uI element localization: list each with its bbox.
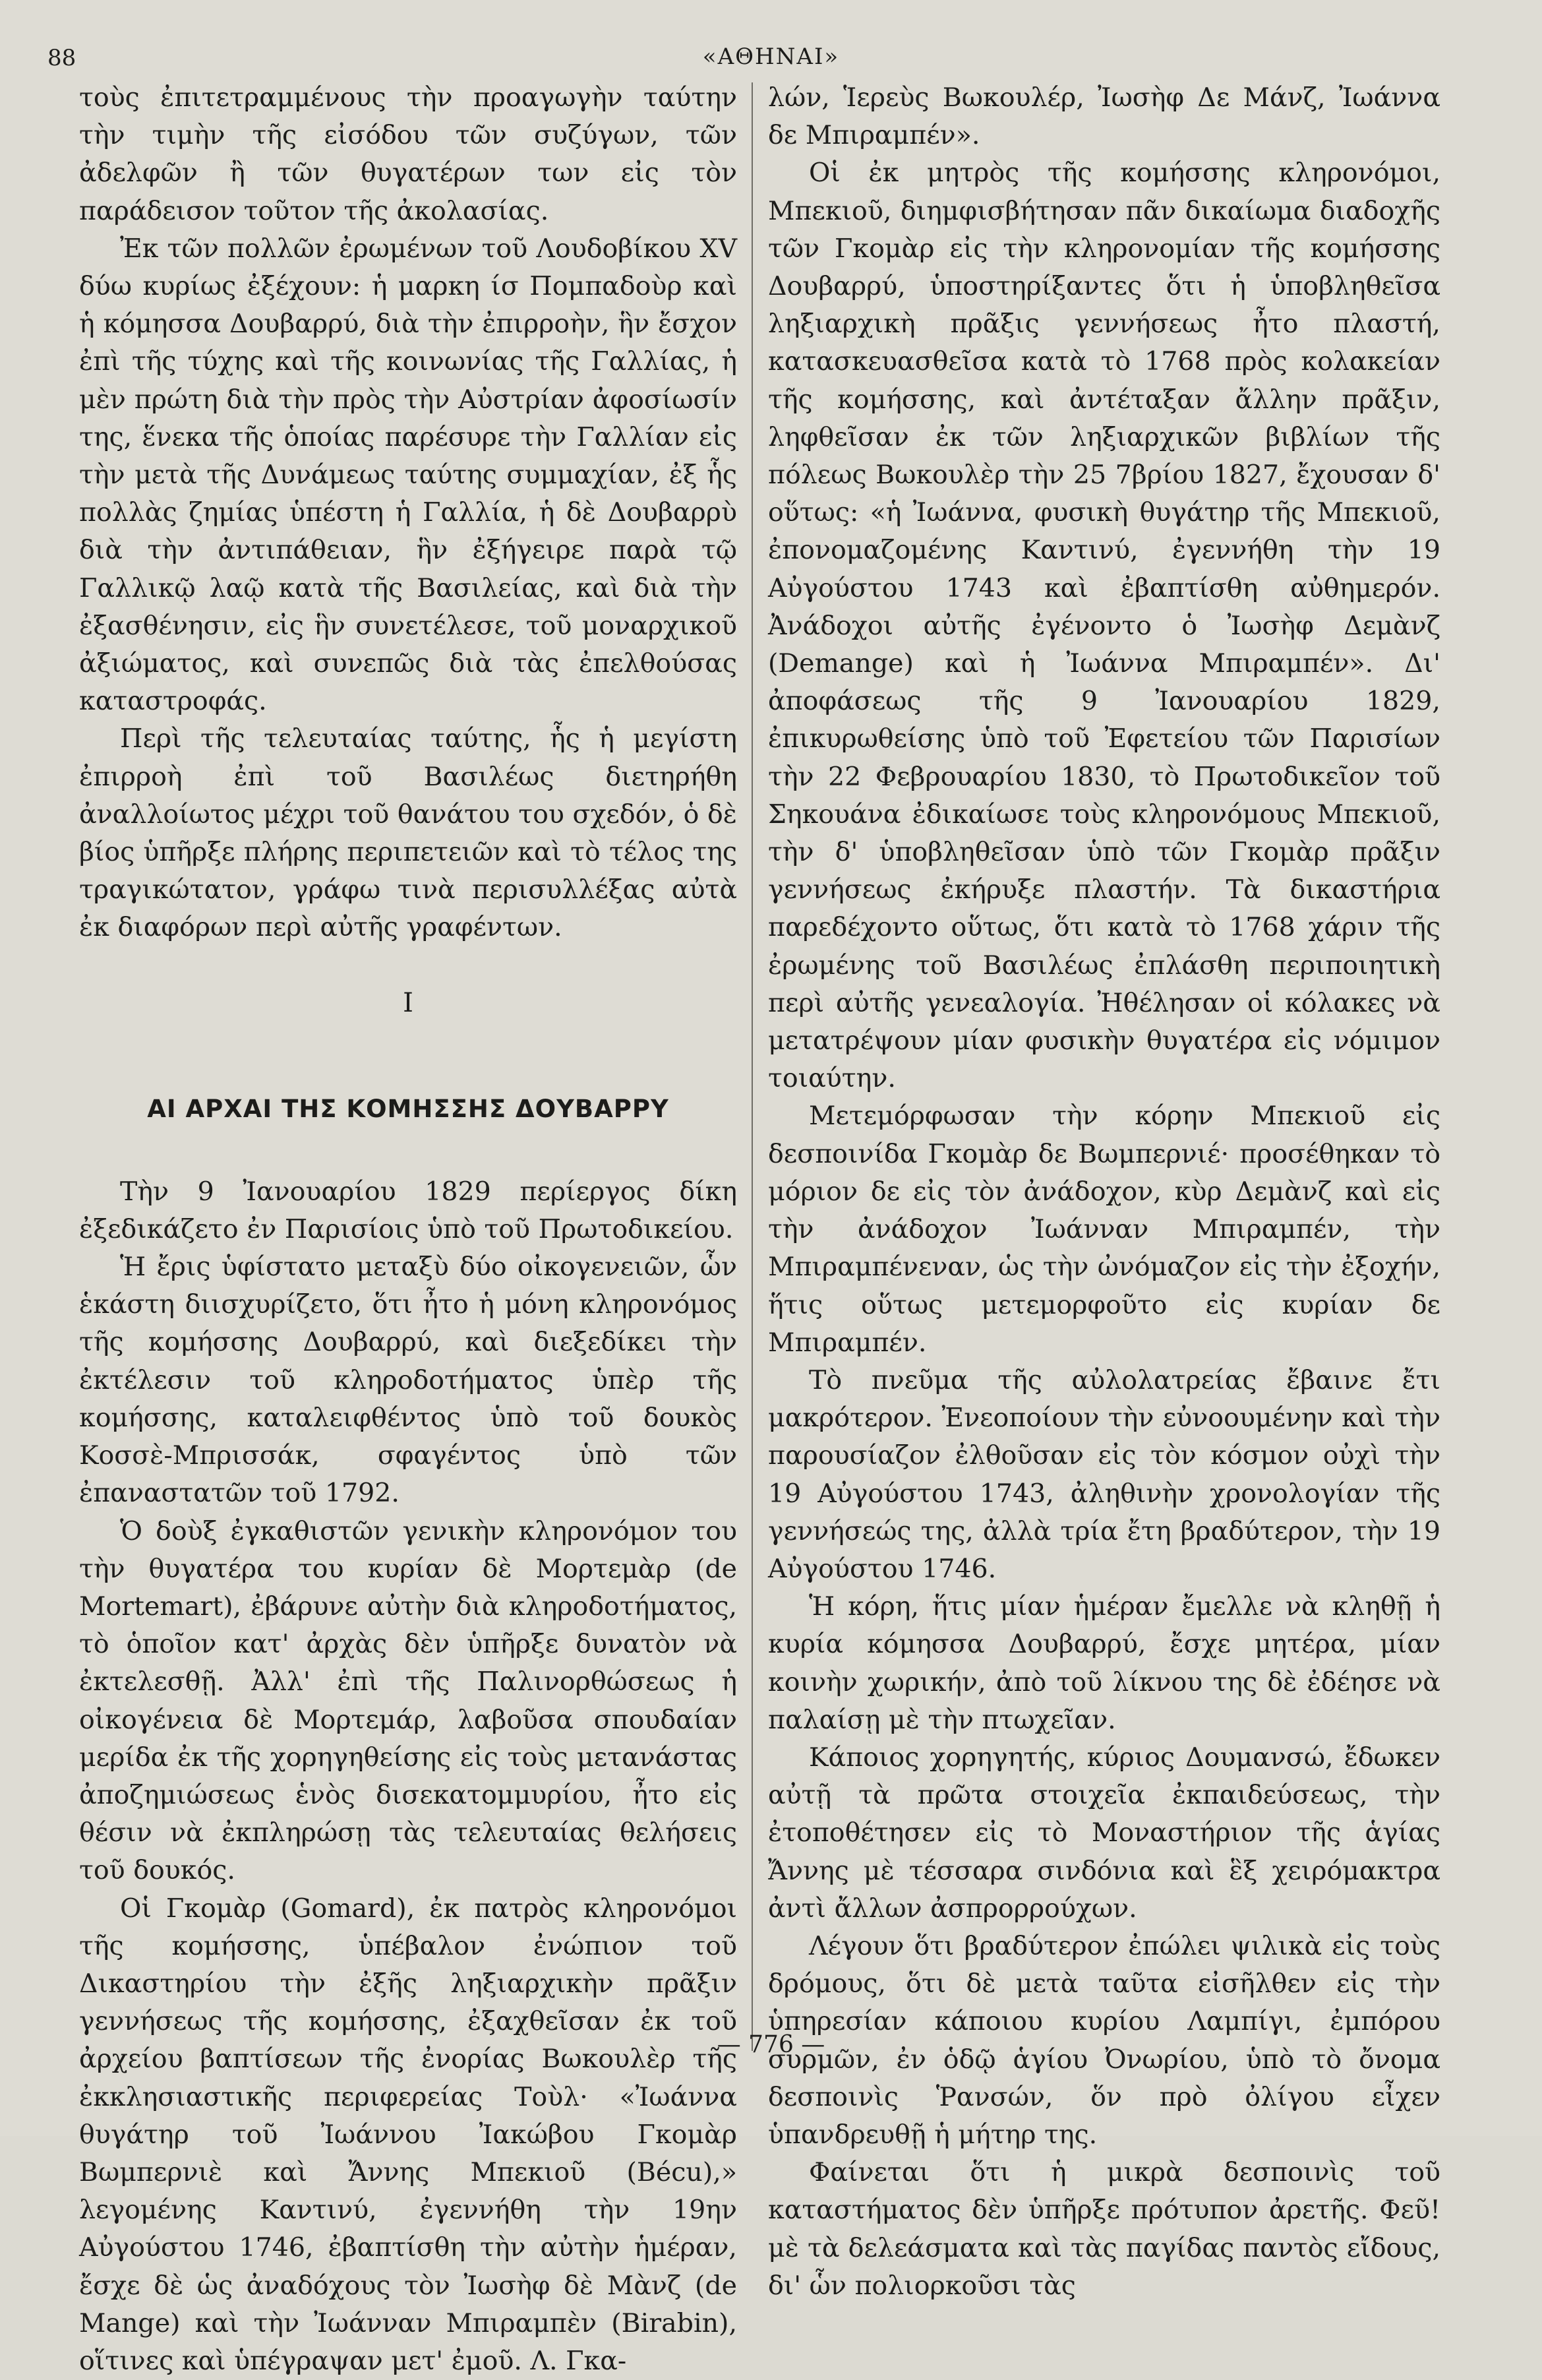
section-heading: ΑΙ ΑΡΧΑΙ ΤΗΣ ΚΟΜΗΣΣΗΣ ΔΟΥΒΑΡΡΥ bbox=[147, 1094, 669, 1123]
paragraph: Λέγουν ὅτι βραδύτερον ἐπώλει ψιλικὰ εἰς τοὺς δρόμους, ὅτι δὲ μετὰ ταῦτα εἰσῆλθεν εἰς τὴν ὑπηρεσίαν κάποιου κυρίου Λαμπίγι, ἐμπόρου συρμῶν, ἐν ὁδῷ ἁγίου Ὀνωρίου, ὑπὸ τὸ ὄνομα δεσποινὶς Ῥανσών, ὅν πρὸ ὀλίγου εἶχεν ὑπανδρευθῇ ἡ μήτηρ της. bbox=[768, 1930, 1440, 2150]
paragraph: Κάποιος χορηγητής, κύριος Δουμανσώ, ἔδωκεν αὐτῇ τὰ πρῶτα στοιχεῖα ἐκπαιδεύσεως, τὴν ἐτοποθέτησεν εἰς τὸ Μοναστήριον τῆς ἁγίας Ἄννης μὲ τέσσαρα σινδόνια καὶ ἓξ χειρόμακτρα ἀντὶ ἄλλων ἀσπρορρούχων. bbox=[768, 1742, 1440, 1924]
running-title: «ΑΘΗΝΑΙ» bbox=[702, 44, 840, 70]
paragraph: Οἱ Γκομὰρ (Gomard), ἐκ πατρὸς κληρονόμοι τῆς κομήσσης, ὑπέβαλον ἐνώπιον τοῦ Δικαστηρίου τὴν ἐξῆς ληξιαρχικὴν πρᾶξιν γεννήσεως τῆς κομήσσης, ἐξαχθεῖσαν ἐκ τοῦ ἀρχείου βαπτίσεων τῆς ἐνορίας Βωκουλὲρ τῆς ἐκκλησιαστικῆς περιφερείας Τοὺλ· «Ἰωάννα θυγάτηρ τοῦ Ἰωάννου Ἰακώβου Γκομὰρ Βωμπερνιὲ καὶ Ἄννης Μπεκιοῦ (Bécu),» λεγομένης Καντινύ, ἐγεννήθη τὴν 19ην Αὐγούστου 1746, ἐβαπτίσθη τὴν αὐτὴν ἡμέραν, ἔσχε δὲ ὡς ἀναδόχους τὸν Ἰωσὴφ δὲ Μὰνζ (de Mange) καὶ τὴν Ἰωάνναν Μπιραμπὲν (Birabin), οἵτινες καὶ ὑπέγραψαν μετ' ἐμοῦ. Λ. Γκα- bbox=[79, 1893, 737, 2376]
paragraph: τοὺς ἐπιτετραμμένους τὴν προαγωγὴν ταύτην τὴν τιμὴν τῆς εἰσόδου τῶν συζύγων, τῶν ἀδελφῶν ἢ τῶν θυγατέρων των εἰς τὸν παράδεισον τοῦτον τῆς ἀκολασίας. bbox=[79, 82, 737, 226]
page-number: 88 bbox=[47, 45, 76, 71]
paragraph: λών, Ἱερεὺς Βωκουλέρ, Ἰωσὴφ Δε Μάνζ, Ἰωάννα δε Μπιραμπέν». bbox=[768, 82, 1440, 151]
paragraph: Ἡ ἔρις ὑφίστατο μεταξὺ δύο οἰκογενειῶν, ὧν ἑκάστη διισχυρίζετο, ὅτι ἦτο ἡ μόνη κληρονόμος τῆς κομήσσης Δουβαρρύ, καὶ διεξεδίκει τὴν ἐκτέλεσιν τοῦ κληροδοτήματος ὑπὲρ τῆς κομήσσης, καταλειφθέντος ὑπὸ τοῦ δουκὸς Κοσσὲ-Μπρισσάκ, σφαγέντος ὑπὸ τῶν ἐπαναστατῶν τοῦ 1792. bbox=[79, 1252, 737, 1509]
paragraph: Ἐκ τῶν πολλῶν ἐρωμένων τοῦ Λουδοβίκου XV δύω κυρίως ἐξέχουν: ἡ μαρκη ίσ Πομπαδοὺρ καὶ ἡ κόμησσα Δουβαρρύ, διὰ τὴν ἐπιρροὴν, ἣν ἔσχον ἐπὶ τῆς τύχης καὶ τῆς κοινωνίας τῆς Γαλλίας, ἡ μὲν πρώτη διὰ τὴν πρὸς τὴν Αὐστρίαν ἀφοσίωσίν της, ἕνεκα τῆς ὁποίας παρέσυρε τὴν Γαλλίαν εἰς τὴν μετὰ τῆς Δυνάμεως ταύτης συμμαχίαν, ἐξ ἧς πολλὰς ζημίας ὑπέστη ἡ Γαλλία, ἡ δὲ Δουβαρρὺ διὰ τὴν ἀντιπάθειαν, ἣν ἐξήγειρε παρὰ τῷ Γαλλικῷ λαῷ κατὰ τῆς Βασιλείας, καὶ διὰ τὴν ἐξασθένησιν, εἰς ἣν συνετέλεσε, τοῦ μοναρχικοῦ ἀξιώματος, καὶ συνεπῶς διὰ τὰς ἐπελθούσας καταστροφάς. bbox=[79, 233, 737, 717]
paragraph: Οἱ ἐκ μητρὸς τῆς κομήσσης κληρονόμοι, Μπεκιοῦ, διημφισβήτησαν πᾶν δικαίωμα διαδοχῆς τῶν Γκομὰρ εἰς τὴν κληρονομίαν τῆς κομήσσης Δουβαρρύ, ὑποστηρίξαντες ὅτι ἡ ὑποβληθεῖσα ληξιαρχικὴ πρᾶξις γεννήσεως ἦτο πλαστή, κατασκευασθεῖσα κατὰ τὸ 1768 πρὸς κολακείαν τῆς κομήσσης, καὶ ἀντέταξαν ἄλλην πρᾶξιν, ληφθεῖσαν ἐκ τῶν ληξιαρχικῶν βιβλίων τῆς πόλεως Βωκουλὲρ τὴν 25 7βρίου 1827, ἔχουσαν δ' οὕτως: «ἡ Ἰωάννα, φυσικὴ θυγάτηρ τῆς Μπεκιοῦ, ἐπονομαζομένης Καντινύ, ἐγεννήθη τὴν 19 Αὐγούστου 1743 καὶ ἐβαπτίσθη αὐθημερόν. Ἀνάδοχοι αὐτῆς ἐγένοντο ὁ Ἰωσὴφ Δεμὰνζ (Demange) καὶ ἡ Ἰωάννα Μπιραμπέν». Δι' ἀποφάσεως τῆς 9 Ἰανουαρίου 1829, ἐπικυρωθείσης ὑπὸ τοῦ Ἐφετείου τῶν Παρισίων τὴν 22 Φεβρουαρίου 1830, τὸ Πρωτοδικεῖον τοῦ Σηκουάνα ἐδικαίωσε τοὺς κληρονόμους Μπεκιοῦ, τὴν δ' ὑποβληθεῖσαν ὑπὸ τῶν Γκομὰρ πρᾶξιν γεννήσεως ἐκήρυξε πλαστήν. Τὰ δικαστήρια παρεδέχοντο οὕτως, ὅτι κατὰ τὸ 1768 χάριν τῆς ἐρωμένης τοῦ Βασιλέως ἐπλάσθη περιποιητικὴ περὶ αὐτῆς γενεαλογία. Ἠθέλησαν οἱ κόλακες νὰ μετατρέψουν μίαν φυσικὴν θυγατέρα εἰς νόμιμον τοιαύτην. bbox=[768, 158, 1440, 1094]
paragraph: Ὁ δοὺξ ἐγκαθιστῶν γενικὴν κληρονόμον του τὴν θυγατέρα του κυρίαν δὲ Μορτεμὰρ (de Mortemart), ἐβάρυνε αὐτὴν διὰ κληροδοτήματος, τὸ ὁποῖον κατ' ἀρχὰς δὲν ὑπῆρξε δυνατὸν νὰ ἐκτελεσθῇ. Ἀλλ' ἐπὶ τῆς Παλινορθώσεως ἡ οἰκογένεια δὲ Μορτεμάρ, λαβοῦσα σπουδαίαν μερίδα ἐκ τῆς χορηγηθείσης εἰς τοὺς μετανάστας ἀποζημιώσεως ἑνὸς δισεκατομμυρίου, ἦτο εἰς θέσιν νὰ ἐκπληρώσῃ τὰς τελευταίας θελήσεις τοῦ δουκός. bbox=[79, 1515, 737, 1886]
paragraph: Τὴν 9 Ἰανουαρίου 1829 περίεργος δίκη ἐξεδικάζετο ἐν Παρισίοις ὑπὸ τοῦ Πρωτοδικείου. bbox=[79, 1176, 737, 1244]
paragraph: Μετεμόρφωσαν τὴν κόρην Μπεκιοῦ εἰς δεσποινίδα Γκομὰρ δε Βωμπερνιέ· προσέθηκαν τὸ μόριον δε εἰς τὸν ἀνάδοχον, κὺρ Δεμὰνζ καὶ εἰς τὴν ἀνάδοχον Ἰωάνναν Μπιραμπέν, τὴν Μπιραμπένεναν, ὡς τὴν ὠνόμαζον εἰς τὴν ἐξοχήν, ἥτις οὕτως μετεμορφοῦτο εἰς κυρίαν δε Μπιραμπέν. bbox=[768, 1101, 1440, 1358]
paragraph: Τὸ πνεῦμα τῆς αὐλολατρείας ἔβαινε ἔτι μακρότερον. Ἐνεοποίουν τὴν εὐνοουμένην καὶ τὴν παρουσίαζον ἐλθοῦσαν εἰς τὸν κόσμον οὐχὶ τὴν 19 Αὐγούστου 1743, ἀληθινὴν χρονολογίαν τῆς γεννήσεώς της, ἀλλὰ τρία ἔτη βραδύτερον, τὴν 19 Αὐγούστου 1746. bbox=[768, 1364, 1440, 1584]
right-column bbox=[768, 79, 1440, 2305]
column-divider bbox=[752, 82, 753, 2051]
footer-folio: — 776 — bbox=[717, 2031, 825, 2058]
paragraph: Ἡ κόρη, ἥτις μίαν ἡμέραν ἔμελλε νὰ κληθῇ ἡ κυρία κόμησσα Δουβαρρύ, ἔσχε μητέρα, μίαν κοινὴν χωρικήν, ἀπὸ τοῦ λίκνου της δὲ ἐδέησε νὰ παλαίσῃ μὲ τὴν πτωχεῖαν. bbox=[768, 1591, 1440, 1735]
section-numeral: Ι bbox=[403, 987, 413, 1018]
paragraph: Φαίνεται ὅτι ἡ μικρὰ δεσποινὶς τοῦ καταστήματος δὲν ὑπῆρξε πρότυπον ἀρετῆς. Φεῦ! μὲ τὰ δελεάσματα καὶ τὰς παγίδας παντὸς εἴδους, δι' ὧν πολιορκοῦσι τὰς bbox=[768, 2157, 1440, 2301]
paragraph: Περὶ τῆς τελευταίας ταύτης, ἧς ἡ μεγίστη ἐπιρροὴ ἐπὶ τοῦ Βασιλέως διετηρήθη ἀναλλοίωτος μέχρι τοῦ θανάτου του σχεδόν, ὁ δὲ βίος ὑπῆρξε πλήρης περιπετειῶν καὶ τὸ τέλος της τραγικώτατον, γράφω τινὰ περισυλλέξας αὐτὰ ἐκ διαφόρων περὶ αὐτῆς γραφέντων. bbox=[79, 723, 737, 943]
